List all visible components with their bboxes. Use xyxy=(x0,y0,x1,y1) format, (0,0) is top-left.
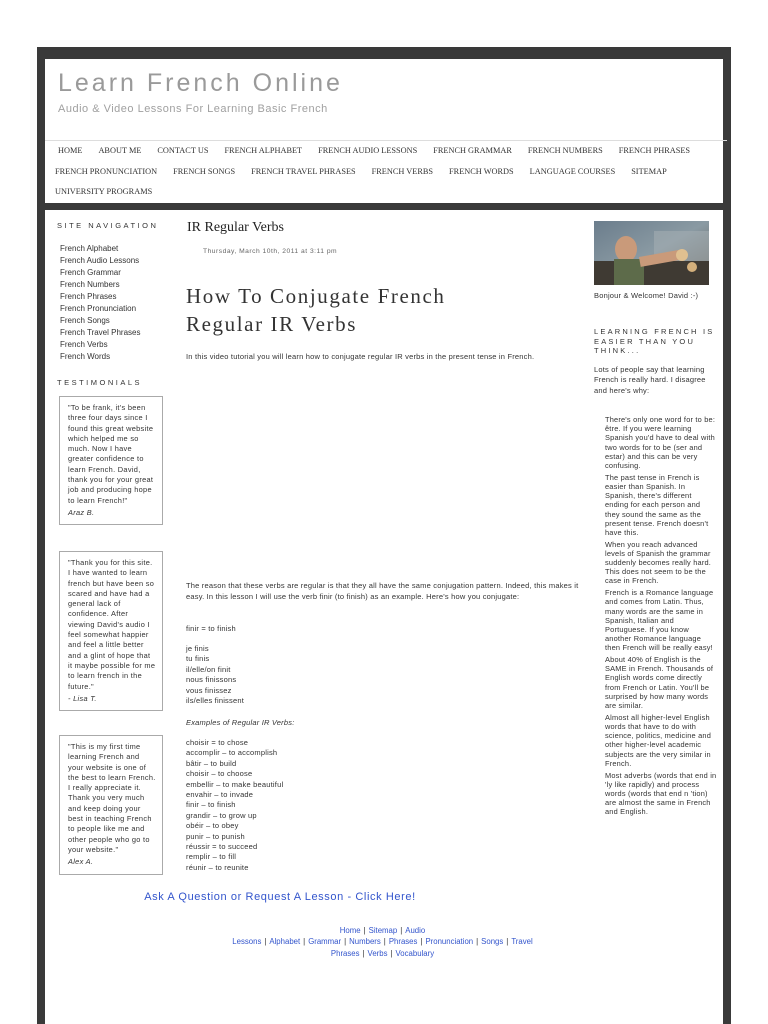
nav-university-programs[interactable]: UNIVERSITY PROGRAMS xyxy=(55,187,153,196)
example-verb: envahir – to invade xyxy=(186,790,254,800)
testimonial-text: "Thank you for this site. I have wanted to learn french but have been so scared and have had a general lack of confidence. After viewing David's audio I feel somewhat happier and feel a little better and a glint of hope that it maybe possible for me to learn french in the future." xyxy=(68,558,156,691)
footer-link-sitemap[interactable]: Sitemap xyxy=(368,926,398,935)
footer-link-travel-phrases[interactable]: Travel Phrases xyxy=(330,937,533,958)
video-embed[interactable] xyxy=(186,376,576,576)
page-title[interactable]: IR Regular Verbs xyxy=(187,220,284,235)
example-verb: bâtir – to build xyxy=(186,758,237,768)
welcome-text: Bonjour & Welcome! David :-) xyxy=(594,291,699,300)
examples-list xyxy=(186,738,283,873)
footer-separator: | xyxy=(264,937,267,947)
sidebar-link-french-phrases[interactable]: French Phrases xyxy=(60,292,117,301)
top-navigation xyxy=(45,140,727,203)
nav-french-songs[interactable]: FRENCH SONGS xyxy=(173,166,236,176)
testimonial-author: Alex A. xyxy=(68,857,94,867)
sidebar-link-french-pronunciation[interactable]: French Pronunciation xyxy=(60,304,137,313)
example-verb: obéir – to obey xyxy=(186,821,239,831)
reason-item: Almost all higher-level English words that have to do with science, politics, medicine and other higher-level academic subjects are the very similar in French. xyxy=(605,712,712,768)
footer-link-phrases[interactable]: Phrases xyxy=(388,937,418,947)
reason-item: When you reach advanced levels of Spanish the grammar suddenly becomes really hard. This does not seem to be the case in French. xyxy=(605,539,712,586)
reasons-list xyxy=(605,415,717,819)
testimonial-author: - Lisa T. xyxy=(68,693,97,703)
site-header xyxy=(45,59,723,203)
footer-navigation xyxy=(215,925,550,959)
footer-link-songs[interactable]: Songs xyxy=(481,937,504,947)
sidebar-link-french-words[interactable]: French Words xyxy=(60,352,111,361)
conjugation-line: je finis xyxy=(186,644,209,653)
content-area xyxy=(45,210,723,1024)
footer-separator: | xyxy=(476,937,479,947)
sidebar-link-french-verbs[interactable]: French Verbs xyxy=(60,340,108,349)
example-verb: punir – to punish xyxy=(186,831,245,841)
reason-item: Most adverbs (words that end in 'ly like rapidly) and process words (words that end n 'tion) are almost the same in French and English. xyxy=(605,770,717,817)
nav-about-me[interactable]: ABOUT ME xyxy=(98,146,142,155)
example-verb: choisir = to chose xyxy=(186,738,249,747)
footer-separator: | xyxy=(506,937,509,947)
nav-french-words[interactable]: FRENCH WORDS xyxy=(449,166,514,176)
nav-french-phrases[interactable]: FRENCH PHRASES xyxy=(618,146,691,155)
site-navigation-heading: SITE NAVIGATION xyxy=(57,221,159,230)
sidebar-link-french-grammar[interactable]: French Grammar xyxy=(60,268,121,277)
footer-separator: | xyxy=(363,926,366,935)
testimonial-box xyxy=(59,735,163,875)
nav-french-audio-lessons[interactable]: FRENCH AUDIO LESSONS xyxy=(318,146,418,155)
nav-french-grammar[interactable]: FRENCH GRAMMAR xyxy=(433,146,512,155)
nav-french-pronunciation[interactable]: FRENCH PRONUNCIATION xyxy=(55,166,158,176)
example-verb: choisir – to choose xyxy=(186,769,253,779)
sidebar-link-french-songs[interactable]: French Songs xyxy=(60,316,110,325)
learning-french-intro: Lots of people say that learning French is really hard. I disagree and here's why: xyxy=(594,365,706,395)
conjugation-line: vous finissez xyxy=(186,685,232,695)
site-navigation-list xyxy=(60,243,140,363)
nav-french-travel-phrases[interactable]: FRENCH TRAVEL PHRASES xyxy=(251,166,356,176)
intro-paragraph: In this video tutorial you will learn how to conjugate regular IR verbs in the present tense in French. xyxy=(186,352,535,361)
example-verb: réussir = to succeed xyxy=(186,842,258,852)
footer-link-verbs[interactable]: Verbs xyxy=(367,948,388,958)
example-verb: remplir – to fill xyxy=(186,852,237,862)
reason-item: There's only one word for to be: être. If you were learning Spanish you'd have to deal with two words for to be (ser and estar) and this can be very confusing. xyxy=(605,415,716,471)
footer-link-grammar[interactable]: Grammar xyxy=(308,937,342,947)
example-verb: grandir – to grow up xyxy=(186,810,257,820)
testimonial-box xyxy=(59,551,163,711)
footer-separator: | xyxy=(400,926,403,935)
example-verb: embellir – to make beautiful xyxy=(186,779,284,789)
footer-separator: | xyxy=(420,937,423,947)
reason-item: About 40% of English is the SAME in French. Thousands of English words come directly from French or Latin. You'll be surprised by how many words are similar. xyxy=(605,655,714,711)
footer-separator: | xyxy=(383,937,386,947)
reason-item: The past tense in French is easier than Spanish. In Spanish, there's different ending for each person and they sound the same as the present tense. French doesn't have this. xyxy=(605,472,709,537)
footer-link-audio-lessons[interactable]: Audio Lessons xyxy=(232,926,426,947)
nav-contact-us[interactable]: CONTACT US xyxy=(157,146,209,155)
sidebar-link-french-travel-phrases[interactable]: French Travel Phrases xyxy=(60,328,141,337)
examples-heading: Examples of Regular IR Verbs: xyxy=(186,718,295,727)
footer-link-home[interactable]: Home xyxy=(339,926,361,935)
testimonial-text: "To be frank, it's been three four days since I found this great website which helped me so much. Now I have greater confidence to learn French. David, thank you for your great job and producing hope to learn French!" xyxy=(68,403,154,505)
testimonial-text: "This is my first time learning French and your website is one of the best to learn French. I really appreciate it. Thank you very much and keep doing your best in teaching French to people like me and other people who go to your website." xyxy=(68,742,156,854)
conjugation-list xyxy=(186,644,244,706)
testimonials-heading: TESTIMONIALS xyxy=(57,378,143,387)
footer-link-numbers[interactable]: Numbers xyxy=(349,937,381,947)
footer-link-alphabet[interactable]: Alphabet xyxy=(269,937,301,947)
conjugation-line: tu finis xyxy=(186,654,210,664)
sidebar-link-french-numbers[interactable]: French Numbers xyxy=(60,280,120,289)
site-tagline: Audio & Video Lessons For Learning Basic French xyxy=(58,103,328,115)
footer-separator: | xyxy=(390,948,393,958)
testimonial-box xyxy=(59,396,163,525)
learning-french-heading: LEARNING FRENCH IS EASIER THAN YOU THINK... xyxy=(594,327,715,355)
nav-home[interactable]: HOME xyxy=(58,146,83,155)
nav-french-numbers[interactable]: FRENCH NUMBERS xyxy=(527,146,603,155)
nav-sitemap[interactable]: SITEMAP xyxy=(631,166,667,176)
reason-paragraph: The reason that these verbs are regular is that they all have the same conjugation pattern. Indeed, this makes it easy. In this lesson I will use the verb finir (to finish) as an example. Here's how you conjugate: xyxy=(186,581,579,601)
nav-french-alphabet[interactable]: FRENCH ALPHABET xyxy=(224,146,303,155)
reason-item: French is a Romance language and comes from Latin. Thus, many words are the same in Spanish, Italian and Portuguese. If you know another Romance language then French will be really easy! xyxy=(605,588,714,653)
article-heading: How To Conjugate French Regular IR Verbs xyxy=(186,284,446,336)
example-verb: finir – to finish xyxy=(186,800,236,810)
example-verb: accomplir – to accomplish xyxy=(186,748,278,758)
ask-question-link[interactable]: Ask A Question or Request A Lesson - Click Here! xyxy=(144,891,416,903)
footer-link-vocabulary[interactable]: Vocabulary xyxy=(395,948,435,958)
author-photo xyxy=(594,221,709,285)
sidebar-link-french-alphabet[interactable]: French Alphabet xyxy=(60,244,119,253)
footer-separator: | xyxy=(303,937,306,947)
conjugation-line: ils/elles finissent xyxy=(186,696,244,706)
nav-language-courses[interactable]: LANGUAGE COURSES xyxy=(529,166,616,176)
site-title[interactable]: Learn French Online xyxy=(58,69,343,97)
conjugation-line: nous finissons xyxy=(186,675,237,685)
footer-link-pronunciation[interactable]: Pronunciation xyxy=(425,937,474,947)
conjugation-line: il/elle/on finit xyxy=(186,664,231,674)
post-date: Thursday, March 10th, 2011 at 3:11 pm xyxy=(203,248,338,255)
testimonial-author: Araz B. xyxy=(68,507,95,517)
sidebar-link-french-audio-lessons[interactable]: French Audio Lessons xyxy=(60,256,140,265)
infinitive-line: finir = to finish xyxy=(186,624,236,633)
footer-separator: | xyxy=(362,948,365,958)
example-verb: réunir – to reunite xyxy=(186,862,249,872)
nav-french-verbs[interactable]: FRENCH VERBS xyxy=(371,166,434,176)
footer-separator: | xyxy=(344,937,347,947)
